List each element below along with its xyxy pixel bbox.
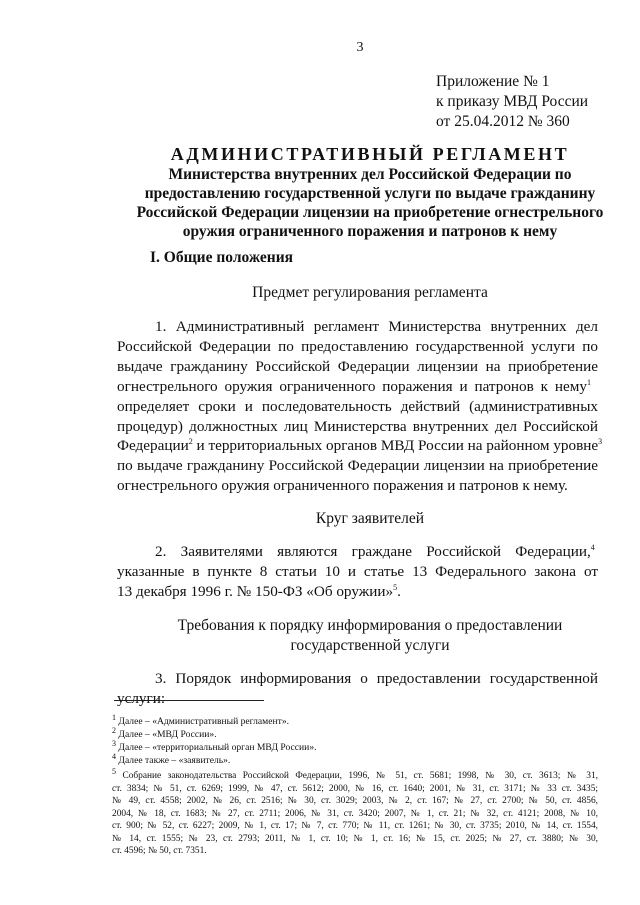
title-subline: Российской Федерации лицензии на приобретение огнестрельного <box>136 204 604 221</box>
para1-line: выдаче гражданину Российской Федерации лицензии на приобретение <box>117 358 598 375</box>
footnote-5 <box>112 766 598 858</box>
footnote-5-line: № 49, ст. 4558; 2002, № 26, ст. 2516; № 30, ст. 3029; 2003, № 2, ст. 167; № 27, ст. 2700; № 50, ст. 4856, <box>112 796 598 806</box>
title-subline: Министерства внутренних дел Российской Федерации по <box>168 166 572 183</box>
footnote-1: $^1$ Далее – «Административный регламент». <box>112 712 290 727</box>
footnote-5-line: № 14, ст. 1555; № 23, ст. 2793; 2011, № 1, ст. 10; № 1, ст. 16; № 15, ст. 2025; № 27, ст. 3880; № 30, <box>112 833 598 844</box>
title-subline: оружия ограниченного поражения и патронов к нему <box>182 223 558 240</box>
page-number: 3 <box>356 40 364 55</box>
footnote-ref: 1 <box>587 377 591 387</box>
para1-line-with-sup <box>117 378 598 396</box>
para1-line: по выдаче гражданину Российской Федерации лицензии на приобретение <box>117 457 598 474</box>
footnote-ref: 3 <box>598 436 603 446</box>
footnote-5-line: $^5$ Собрание законодательства Российской Федерации, 1996, № 51, ст. 5681; 1998, № 30, ст. 3613; № 31, <box>112 766 598 781</box>
para1-line: 1. Административный регламент Министерства внутренних дел <box>155 318 598 335</box>
title-subline: предоставлению государственной услуги по выдаче гражданину <box>144 185 596 202</box>
appendix-line-1: Приложение № 1 <box>436 73 550 90</box>
footnote-ref: 4 <box>590 542 595 552</box>
footnote-2: $^2$ Далее – «МВД России». <box>112 725 217 740</box>
para1-line: процедур) должностных лиц Министерства внутренних дел Российской <box>117 418 598 435</box>
para2-comma: , <box>587 543 591 560</box>
subheading-informing: Требования к порядку информирования о предоставлении <box>177 617 563 634</box>
para3-line-1: 3. Порядок информирования о предоставлении государственной <box>155 670 598 687</box>
para1-line-text: Федерации <box>117 437 189 454</box>
para1-line: определяет сроки и последовательность действий (административных <box>117 398 598 415</box>
para2-line-3 <box>117 583 401 601</box>
para1-line: Российской Федерации по предоставлению государственной услуги по <box>117 338 598 355</box>
subheading-subject: Предмет регулирования регламента <box>252 284 488 301</box>
footnote-separator <box>114 700 264 701</box>
appendix-line-2: к приказу МВД России <box>436 93 589 110</box>
para2-period: . <box>397 583 401 600</box>
para3-line-2: услуги: <box>117 690 166 707</box>
footnote-5-line: 2004, № 18, ст. 1683; № 27, ст. 2711; 2006, № 31, ст. 3420; 2007, № 1, ст. 21; № 32, ст. 4121; 2008, № 10, <box>112 808 598 819</box>
footnote-ref: 2 <box>188 436 193 446</box>
footnote-5-line: ст. 900; № 52, ст. 6227; 2009, № 1, ст. 17; № 7, ст. 770; № 11, ст. 1261; № 30, ст. 3735; 2010, № 14, ст. 1554, <box>112 821 598 831</box>
document-title: АДМИНИСТРАТИВНЫЙ РЕГЛАМЕНТ <box>170 144 570 164</box>
footnote-ref: 5 <box>393 582 398 592</box>
para2-line-text: 2. Заявителями являются граждане Российской Федерации <box>155 543 587 560</box>
footnote-4: $^4$ Далее также – «заявитель». <box>112 751 231 766</box>
footnote-3: $^3$ Далее – «территориальный орган МВД России». <box>112 738 317 753</box>
subheading-informing: государственной услуги <box>290 637 450 654</box>
para2-line-2: указанные в пункте 8 статьи 10 и статье 13 Федерального закона от <box>117 563 598 580</box>
para1-line-text: и территориальных органов МВД России на районном уровне <box>196 437 599 454</box>
para1-line: огнестрельного оружия ограниченного поражения и патронов к нему. <box>117 477 568 494</box>
section-heading: I. Общие положения <box>150 249 294 266</box>
footnote-5-line: ст. 3834; № 51, ст. 6269; 1999, № 47, ст. 5612; 2000, № 16, ст. 1640; 2001, № 31, ст. 3171; № 33 ст. 3435; <box>112 783 598 794</box>
appendix-line-3: от 25.04.2012 № 360 <box>436 113 570 130</box>
footnote-5-line: ст. 4596; № 50, ст. 7351. <box>112 846 207 856</box>
para2-line-text: 13 декабря 1996 г. № 150-ФЗ «Об оружии» <box>117 583 394 600</box>
para1-line-with-sups <box>117 437 602 455</box>
para2-line-1 <box>155 543 595 561</box>
subheading-applicants: Круг заявителей <box>315 510 425 527</box>
para1-line-text: огнестрельного оружия ограниченного поражения и патронов к нему <box>117 378 587 395</box>
